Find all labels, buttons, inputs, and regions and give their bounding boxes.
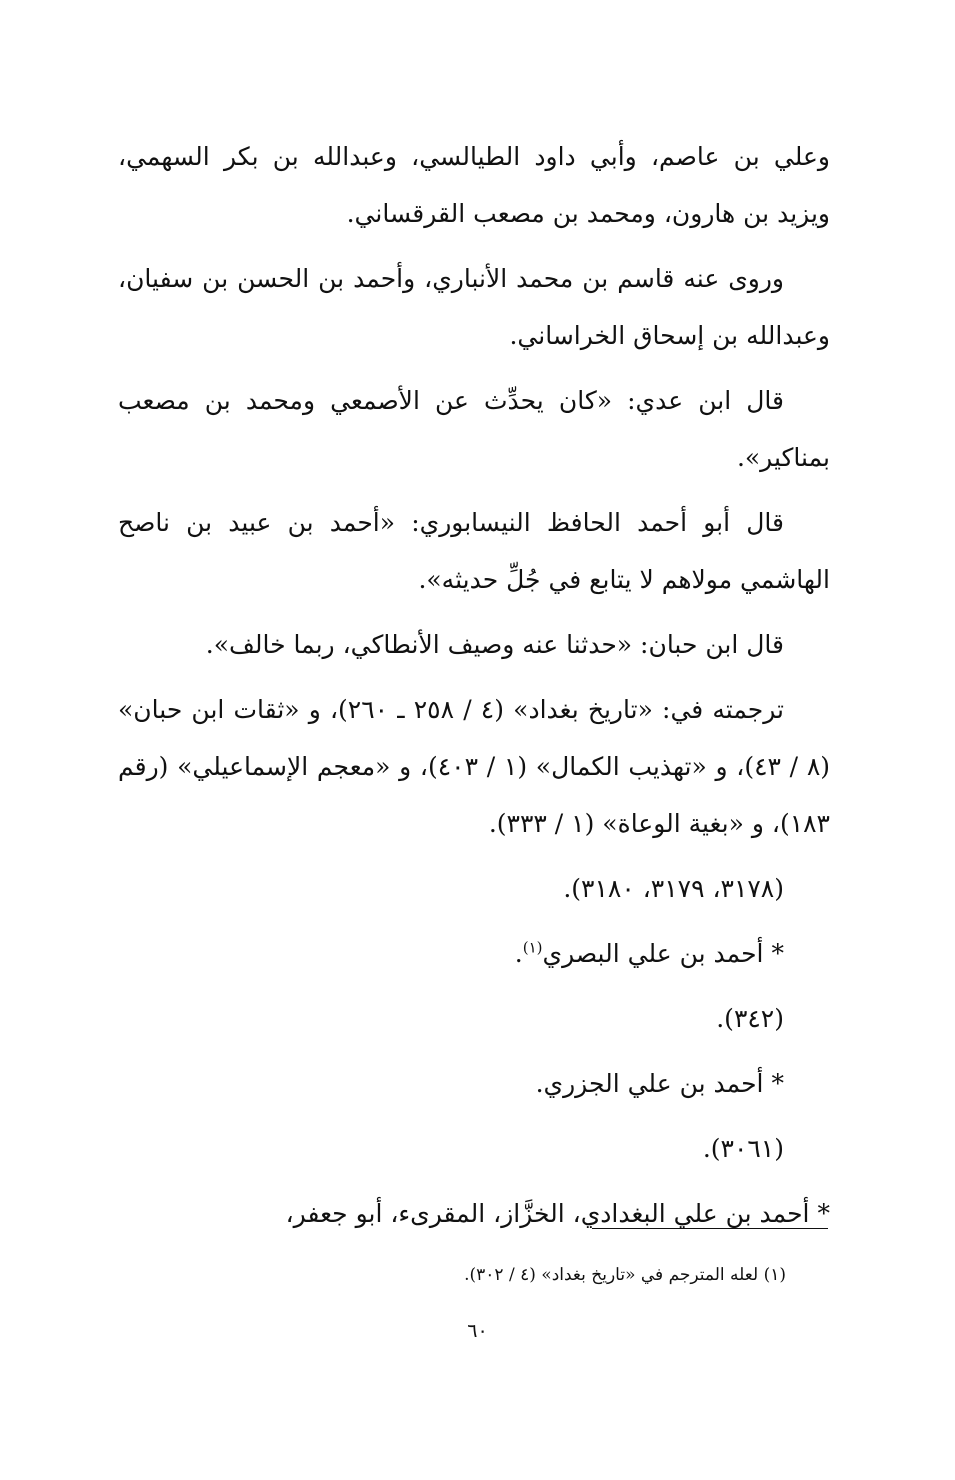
asterisk-icon: * [817,1199,830,1228]
entry-name-basri [118,925,830,982]
entry-name-text: أحمد بن علي البغدادي، الخزَّاز، المقرىء، أبو جعفر، [285,1199,810,1228]
paragraph-students: وروى عنه قاسم بن محمد الأنباري، وأحمد بن الحسن بن سفيان، وعبدالله بن إسحاق الخراساني. [118,264,830,350]
paragraph-sources: ترجمته في: «تاريخ بغداد» (٤ / ٢٥٨ ـ ٢٦٠)، و «ثقات ابن حبان» (٨ / ٤٣)، و «تهذيب الكمال» (١ / ٤٠٣)، و «معجم الإسماعيلي» (رقم ١٨٣)، و «بغية الوعاة» (١ / ٣٣٣). [118,695,831,838]
footnote-separator [592,1228,828,1229]
footnote-reference[interactable]: (١) [522,938,543,957]
entry-tail: . [535,1069,544,1098]
page-number: ٦٠ [467,1320,488,1342]
asterisk-icon: * [771,939,784,968]
paragraph-ibn-hibban: قال ابن حبان: «حدثنا عنه وصيف الأنطاكي، ربما خالف». [205,630,784,659]
footnote: (١) لعله المترجم في «تاريخ بغداد» (٤ / ٣٠٢). [464,1265,786,1285]
paragraph-naysaburi: قال أبو أحمد الحافظ النيسابوري: «أحمد بن عبيد بن ناصح الهاشمي مولاهم لا يتابع في جُلِّ حديثه». [118,508,830,594]
entry-name-text: أحمد بن علي الجزري [543,1069,764,1098]
paragraph-ibn-adi: قال ابن عدي: «كان يحدِّث عن الأصمعي ومحمد بن مصعب بمناكير». [118,386,830,472]
entry-numbers: (٣١٧٨، ٣١٧٩، ٣١٨٠). [563,874,784,903]
asterisk-icon: * [771,1069,784,1098]
body-text [118,128,830,1250]
paragraph-teachers: وعلي بن عاصم، وأبي داود الطيالسي، وعبدالله بن بكر السهمي، ويزيد بن هارون، ومحمد بن مصعب القرقساني. [118,142,830,228]
entry-numbers: (٣٤٢). [716,1004,784,1033]
entry-name-baghdadi [118,1185,830,1242]
entry-name-text: أحمد بن علي البصري [542,939,764,968]
entry-numbers: (٣٠٦١). [702,1134,784,1163]
entry-name-jazari [118,1055,830,1112]
entry-tail: . [514,939,523,968]
